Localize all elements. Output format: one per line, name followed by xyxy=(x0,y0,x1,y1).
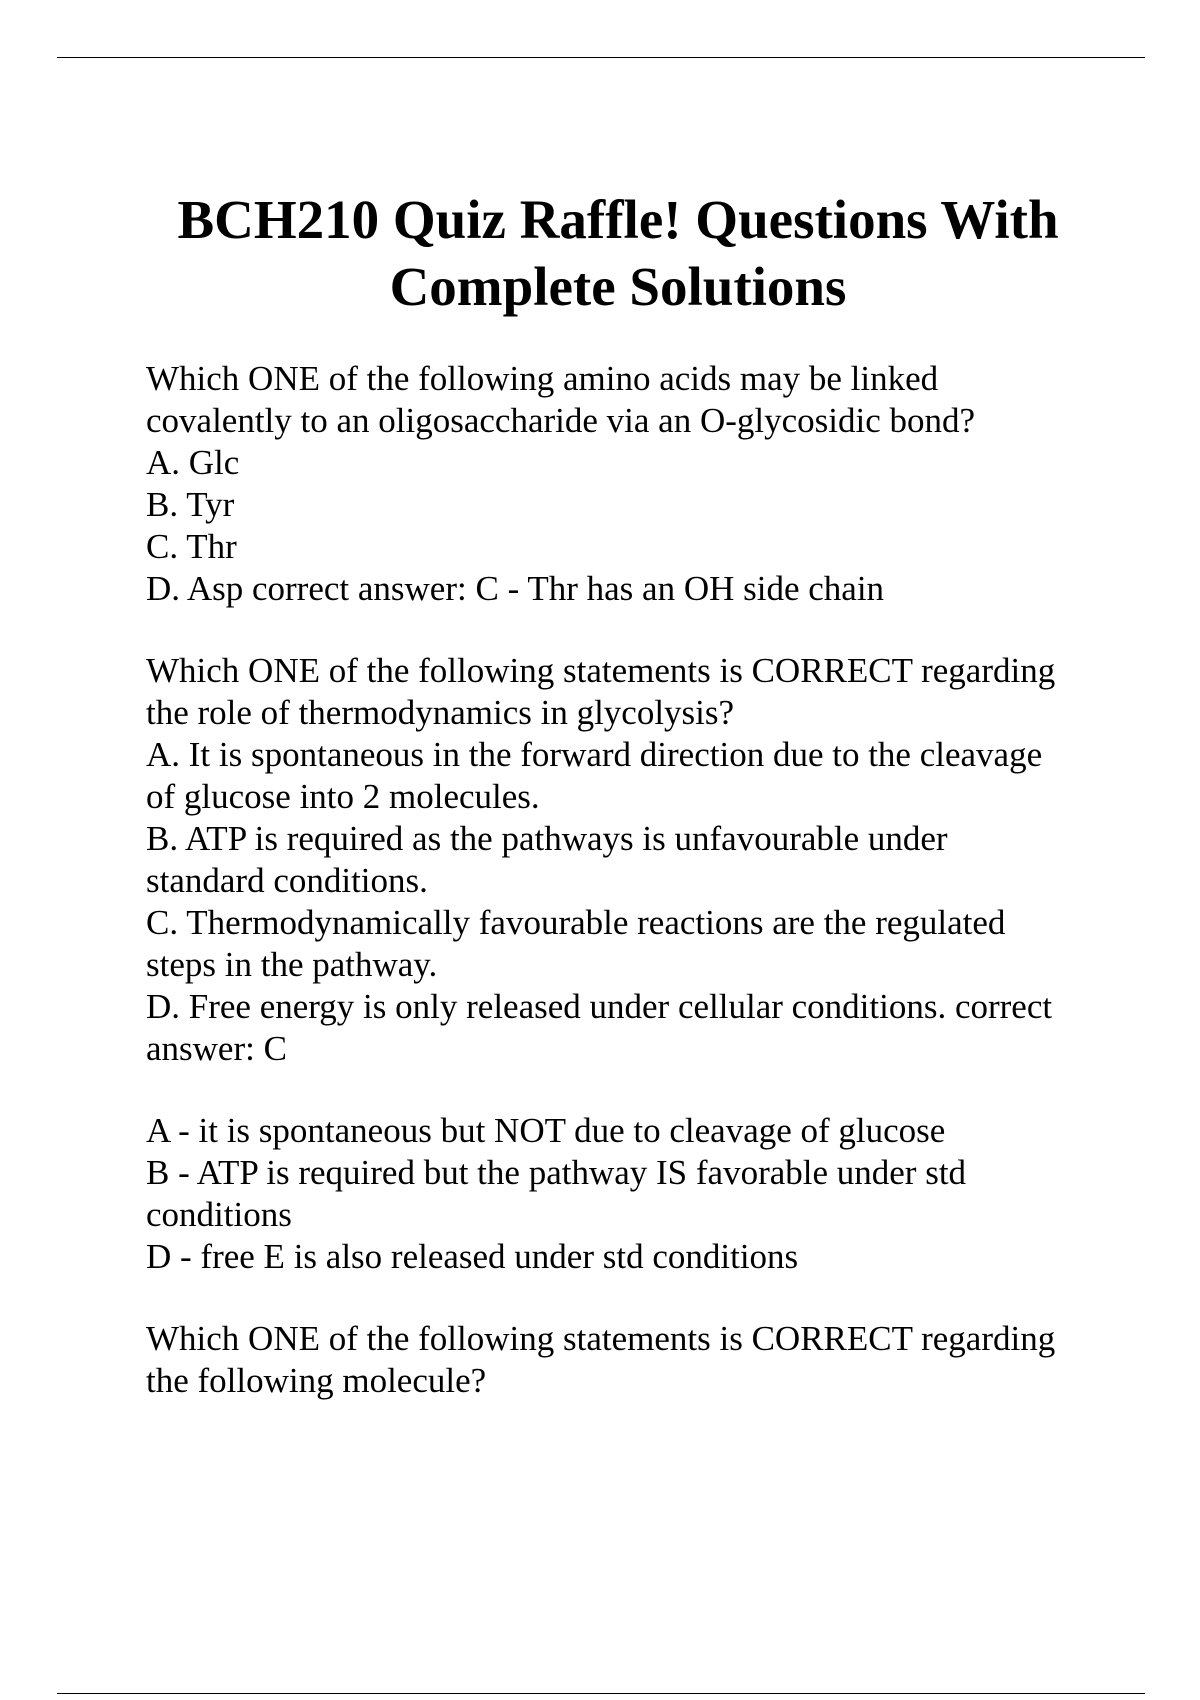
explanation-line: B - ATP is required but the pathway IS favorable under std xyxy=(146,1153,967,1192)
bottom-rule xyxy=(57,1693,1145,1694)
top-rule xyxy=(57,57,1145,58)
question-2-option-line: A. It is spontaneous in the forward direction due to the cleavage xyxy=(146,735,1043,774)
question-2-text-line-2: the role of thermodynamics in glycolysis? xyxy=(146,693,735,732)
explanation-line: A - it is spontaneous but NOT due to cleavage of glucose xyxy=(146,1111,946,1150)
paragraph-gap xyxy=(146,610,1146,650)
question-2 xyxy=(146,650,1146,1070)
question-3 xyxy=(146,1318,1146,1402)
question-1-option-a: A. Glc xyxy=(146,443,240,482)
question-1-option-c: C. Thr xyxy=(146,527,237,566)
question-2-option-line: B. ATP is required as the pathways is unfavourable under xyxy=(146,819,948,858)
document-title xyxy=(0,186,1200,320)
question-1 xyxy=(146,358,1146,610)
question-3-text-line-1: Which ONE of the following statements is CORRECT regarding xyxy=(146,1319,1056,1358)
question-2-option-line: standard conditions. xyxy=(146,861,428,900)
question-1-option-b: B. Tyr xyxy=(146,485,235,524)
title-line-1: BCH210 Quiz Raffle! Questions With xyxy=(177,189,1059,250)
question-2-explanation xyxy=(146,1110,1146,1278)
question-3-text-line-2: the following molecule? xyxy=(146,1361,487,1400)
explanation-line: conditions xyxy=(146,1195,292,1234)
title-line-2: Complete Solutions xyxy=(389,256,847,317)
document-body xyxy=(146,358,1146,1402)
question-1-text-line-2: covalently to an oligosaccharide via an O-glycosidic bond? xyxy=(146,401,976,440)
explanation-line: D - free E is also released under std conditions xyxy=(146,1237,799,1276)
paragraph-gap xyxy=(146,1278,1146,1318)
paragraph-gap xyxy=(146,1070,1146,1110)
question-2-option-line: C. Thermodynamically favourable reactions are the regulated xyxy=(146,903,1006,942)
question-2-option-line: D. Free energy is only released under cellular conditions. correct xyxy=(146,987,1053,1026)
question-1-text-line-1: Which ONE of the following amino acids may be linked xyxy=(146,359,939,398)
question-2-option-line: of glucose into 2 molecules. xyxy=(146,777,540,816)
question-1-option-d-answer: D. Asp correct answer: C - Thr has an OH side chain xyxy=(146,569,885,608)
question-2-option-line: steps in the pathway. xyxy=(146,945,438,984)
question-2-text-line-1: Which ONE of the following statements is CORRECT regarding xyxy=(146,651,1056,690)
question-2-answer-line: answer: C xyxy=(146,1029,287,1068)
